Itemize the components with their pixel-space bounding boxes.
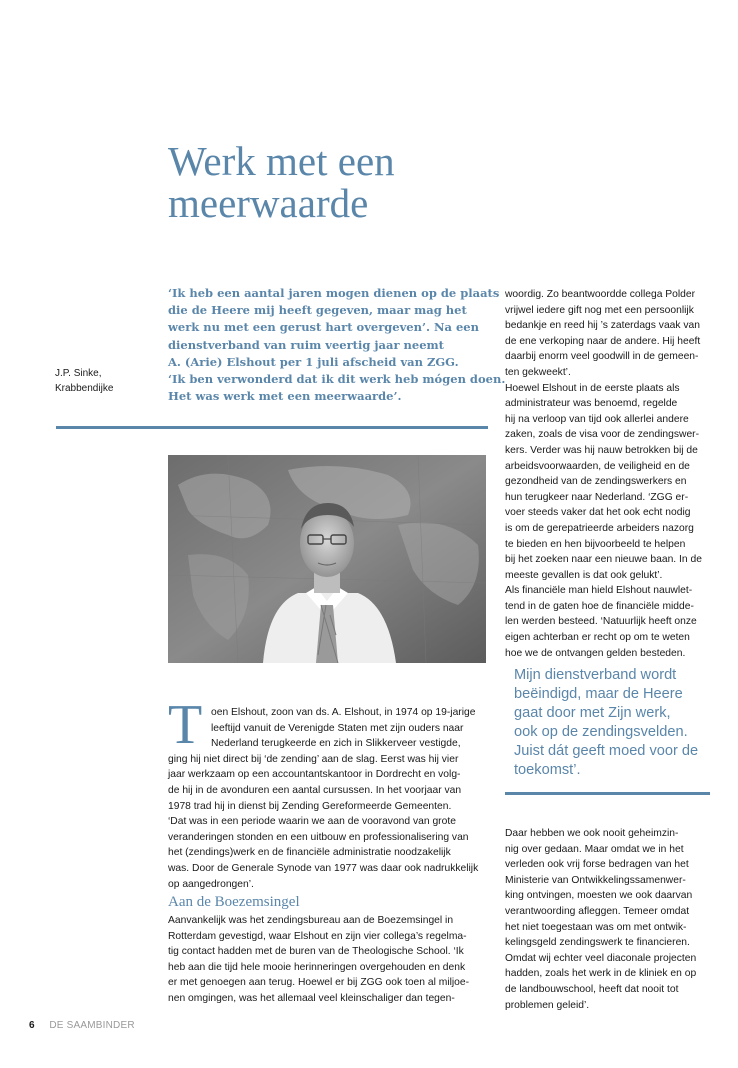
body-line: zaken, zoals de visa voor de zendingswer- xyxy=(505,429,700,441)
body-line: king ontvingen, moesten we ook daarvan xyxy=(505,890,693,902)
body-line: kelingsgeld zendingswerk te financieren. xyxy=(505,937,690,949)
intro-line: A. (Arie) Elshout per 1 juli afscheid van ZGG. xyxy=(168,354,459,369)
body-line: heb aan die tijd hele mooie herinneringen overgehouden en denk xyxy=(168,961,466,973)
section-heading: Aan de Boezemsingel xyxy=(168,894,300,910)
body-line: ging hij niet direct bij ‘de zending’ aan de slag. Eerst was hij vier xyxy=(168,753,459,765)
body-line: het niet toegestaan was om met ontwik- xyxy=(505,921,687,933)
body-line: ‘Dat was in een periode waarin we aan de vooravond van grote xyxy=(168,816,456,828)
pull-quote xyxy=(514,666,714,780)
page-footer xyxy=(29,1020,135,1032)
body-column-left-bottom xyxy=(168,913,488,1007)
intro-line: Het was werk met een meerwaarde’. xyxy=(168,389,402,404)
body-line: de landbouwschool, heeft dat nooit tot xyxy=(505,983,679,995)
body-line: gezondheid van de zendingswerkers en xyxy=(505,476,687,488)
body-line: hadden, zoals het werk in de kliniek en op xyxy=(505,968,697,980)
intro-line: ‘Ik ben verwonderd dat ik dit werk heb mógen doen. xyxy=(168,372,506,387)
page-number: 6 xyxy=(29,1020,35,1031)
author-location: Krabbendijke xyxy=(55,383,114,394)
pull-quote-line: gaat door met Zijn werk, xyxy=(514,705,671,721)
body-line: Rotterdam gevestigd, waar Elshout en zijn vier collega’s regelma- xyxy=(168,930,467,942)
body-line: Als financiële man hield Elshout nauwlet- xyxy=(505,585,693,597)
body-line: hun terugkeer naar Nederland. ‘ZGG er- xyxy=(505,491,689,503)
portrait-photo-graphic xyxy=(168,455,486,663)
body-line: verleden ook vrij forse bedragen van het xyxy=(505,859,689,871)
body-line: 1978 trad hij in dienst bij Zending Gereformeerde Gemeenten. xyxy=(168,800,452,812)
article-intro xyxy=(168,285,506,405)
intro-line: werk nu met een gerust hart overgeven’. Na een xyxy=(168,320,479,335)
body-line: problemen geleid’. xyxy=(505,999,590,1011)
pull-quote-line: Mijn dienstverband wordt xyxy=(514,667,677,683)
body-line: woordig. Zo beantwoordde collega Polder xyxy=(505,289,696,300)
intro-line: ‘Ik heb een aantal jaren mogen dienen op de plaats xyxy=(168,286,500,300)
body-line: voer steeds vaker dat het ook echt nodig xyxy=(505,507,691,519)
title-line: meerwaarde xyxy=(168,180,369,226)
body-line: Nederland terugkeerde en zich in Slikkerveer vestigde, xyxy=(211,738,461,750)
body-line: nig over gedaan. Maar omdat we in het xyxy=(505,843,684,855)
body-line: hoe we de ontvangen gelden besteden. xyxy=(505,647,686,659)
body-column-left-top xyxy=(168,705,488,892)
body-line: hij na verloop van tijd ook allerlei andere xyxy=(505,413,689,425)
body-line: kers. Verder was hij nauw betrokken bij de xyxy=(505,444,698,456)
body-line: vrijwel iedere gift nog met een persoonlijk xyxy=(505,304,694,316)
body-line: te bieden en hen bijvoorbeeld te helpen xyxy=(505,538,686,550)
body-line: len werden besteed. ‘Natuurlijk heeft onze xyxy=(505,616,697,628)
body-line: er met genoegen aan terug. Hoewel er bij ZGG ook toen al miljoe- xyxy=(168,977,470,989)
body-line: verantwoording afleggen. Temeer omdat xyxy=(505,905,690,917)
body-line: nen omgingen, was het allemaal veel kleinschaliger dan tegen- xyxy=(168,992,455,1004)
body-line: ten gekweekt’. xyxy=(505,366,571,378)
divider-rule xyxy=(56,426,488,429)
pull-quote-line: ook op de zendingsvelden. xyxy=(514,724,688,740)
portrait-photo xyxy=(168,455,486,663)
body-line: Daar hebben we ook nooit geheimzin- xyxy=(505,828,679,839)
body-line: de ene verkoping naar de andere. Hij heeft xyxy=(505,335,701,347)
body-line: Ministerie van Ontwikkelingssamenwer- xyxy=(505,874,686,886)
body-line: Aanvankelijk was het zendingsbureau aan de Boezemsingel in xyxy=(168,915,454,926)
body-line: meeste gevallen is dat ook gelukt’. xyxy=(505,569,663,581)
body-line: het (zendings)werk en de financiële administratie noodzakelijk xyxy=(168,847,451,859)
body-line: oen Elshout, zoon van ds. A. Elshout, in 1974 op 19-jarige xyxy=(211,707,476,718)
body-line: bij het zoeken naar een nieuwe baan. In de xyxy=(505,554,702,566)
pull-quote-line: beëindigd, maar de Heere xyxy=(514,686,683,702)
body-line: is om de gerepatrieerde arbeiders nazorg xyxy=(505,522,694,534)
drop-cap: T xyxy=(168,694,203,756)
body-line: jaar werkzaam op een accountantskantoor in Dordrecht en volg- xyxy=(168,769,461,781)
body-column-right-top xyxy=(505,287,715,661)
article-title xyxy=(168,140,588,224)
divider-rule xyxy=(505,792,710,795)
body-line: tend in de gaten hoe de financiële midde- xyxy=(505,600,694,612)
body-line: Hoewel Elshout in de eerste plaats als xyxy=(505,382,680,394)
body-line: veranderingen stonden en een uitbouw en professionalisering van xyxy=(168,831,469,843)
title-line: Werk met een xyxy=(168,138,395,184)
pull-quote-line: toekomst’. xyxy=(514,762,581,778)
body-line: op aangedrongen’. xyxy=(168,878,254,890)
body-line: was. Door de Generale Synode van 1977 was daar ook nadrukkelijk xyxy=(168,862,479,874)
body-line: arbeidsvoorwaarden, de veiligheid en de xyxy=(505,460,690,472)
body-line: de hij in de avonduren een aantal cursussen. In het voorjaar van xyxy=(168,784,462,796)
magazine-name: DE SAAMBINDER xyxy=(49,1020,135,1031)
body-line: tig contact hadden met de buren van de Theologische School. ‘Ik xyxy=(168,946,464,958)
body-line: leeftijd vanuit de Verenigde Staten met zijn ouders naar xyxy=(211,722,464,734)
body-line: daarbij enorm veel goodwill in de gemeen- xyxy=(505,351,699,363)
author-name: J.P. Sinke, xyxy=(55,368,102,379)
body-line: bedankje en reed hij ’s zaterdags vaak van xyxy=(505,320,701,332)
author-byline xyxy=(55,366,113,396)
body-line: Omdat wij echter veel diaconale projecten xyxy=(505,952,697,964)
body-line: administrateur was benoemd, regelde xyxy=(505,398,678,410)
pull-quote-line: Juist dát geeft moed voor de xyxy=(514,743,699,759)
intro-line: die de Heere mij heeft gegeven, maar mag het xyxy=(168,303,467,318)
intro-line: dienstverband van ruim veertig jaar neemt xyxy=(168,337,444,352)
body-line: eigen achterban er recht op om te weten xyxy=(505,632,690,644)
body-column-right-bottom xyxy=(505,826,715,1013)
